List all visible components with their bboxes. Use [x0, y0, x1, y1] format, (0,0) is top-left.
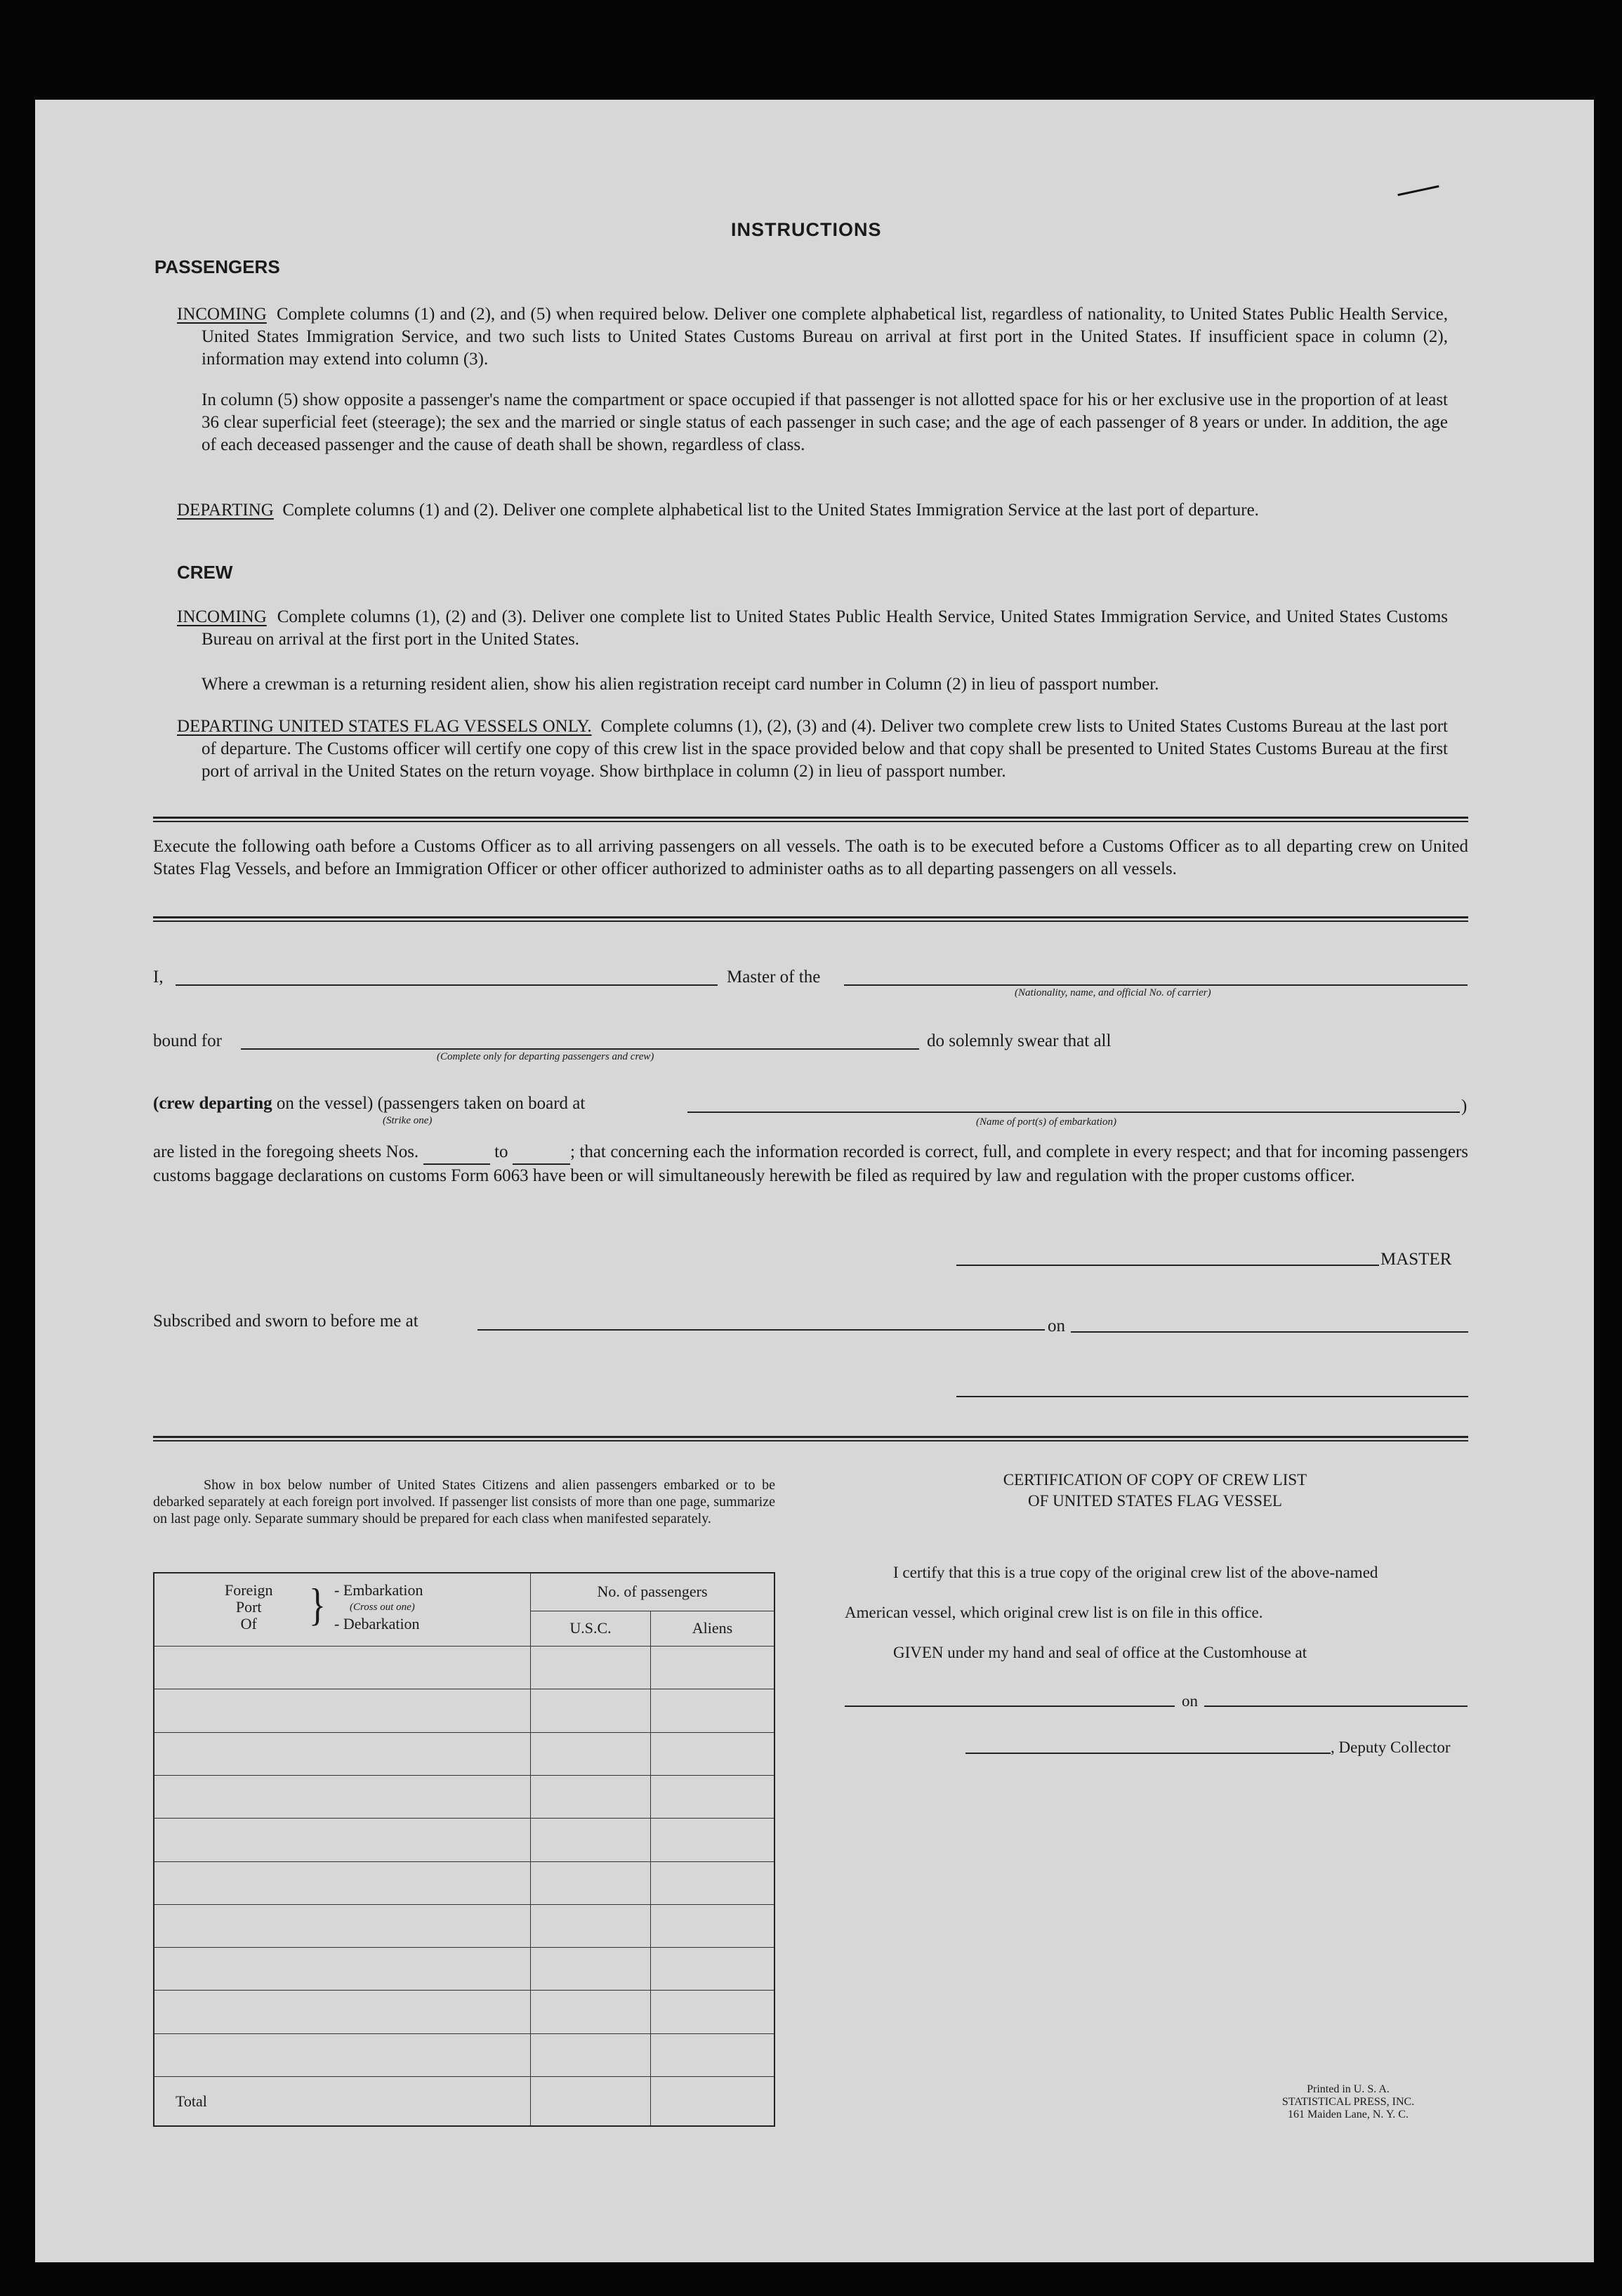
foreign-label: Foreign	[225, 1581, 273, 1599]
listed-to-label: to	[494, 1142, 508, 1161]
table-cell-port[interactable]	[154, 1775, 531, 1818]
port-header-cell	[154, 1573, 531, 1647]
table-cell-aliens[interactable]	[651, 1861, 775, 1904]
table-cell-port[interactable]	[154, 1991, 531, 2033]
crew-resident-text: Where a crewman is a returning resident alien, show his alien registration receipt card number in Column (2) in lieu of passport number.	[202, 675, 1159, 694]
crew-departing-text: Complete columns (1), (2), (3) and (4). Deliver two complete crew lists to United States Customs Bureau at the last port of departure. The Customs officer will certify one copy of this crew list in the space provided below and that copy shall be presented to United States Customs Bureau at the first port of arrival in the United States on the return voyage. Show birthplace in column (2) in lieu of passport number.	[202, 717, 1448, 781]
table-cell-aliens[interactable]	[651, 2033, 775, 2076]
table-row	[154, 1948, 774, 1991]
table-cell-port[interactable]	[154, 2033, 531, 2076]
passengers-incoming-text: Complete columns (1) and (2), and (5) when required below. Deliver one complete alphabetical list, regardless of nationality, to United States Public Health Service, United States Immigration Service, and two such lists to United States Customs Bureau on arrival at first port in the United States. If insufficient space in column (2), information may extend into column (3).	[202, 305, 1449, 369]
passengers-incoming-paragraph	[177, 303, 1449, 371]
table-row	[154, 1861, 774, 1904]
table-cell-port[interactable]	[154, 1819, 531, 1861]
table-cell-usc[interactable]	[531, 1904, 651, 1947]
listed-text-part1: are listed in the foregoing sheets Nos.	[153, 1142, 419, 1161]
crew-heading: CREW	[177, 562, 233, 583]
table-cell-port[interactable]	[154, 1948, 531, 1991]
table-cell-aliens[interactable]	[651, 1647, 775, 1689]
listed-text-part2: ; that concerning each the information recorded is correct, full, and complete in every respect; and that for incoming passengers customs baggage declarations on customs Form 6063 have been or will simultaneously herewith be filed as required by law and regulation with the proper customs officer.	[153, 1142, 1468, 1185]
sheet-from-field[interactable]	[423, 1141, 490, 1165]
total-aliens-cell[interactable]	[651, 2077, 775, 2126]
sworn-date-line[interactable]	[1071, 1331, 1468, 1333]
crew-departing-label: (crew departing	[153, 1094, 272, 1113]
passengers-taken-label: (passengers taken on board at	[377, 1094, 586, 1113]
table-cell-usc[interactable]	[531, 1689, 651, 1732]
printer-imprint	[1243, 2083, 1453, 2121]
certification-line1: I certify that this is a true copy of the original crew list of the above-named	[893, 1564, 1378, 1581]
table-cell-aliens[interactable]	[651, 1732, 775, 1775]
swear-label: do solemnly swear that all	[927, 1031, 1112, 1050]
table-cell-usc[interactable]	[531, 1647, 651, 1689]
table-row	[154, 1904, 774, 1947]
crew-incoming-paragraph	[177, 606, 1448, 651]
debarkation-label: - Debarkation	[334, 1615, 420, 1632]
bound-for-hint: (Complete only for departing passengers and crew)	[437, 1051, 654, 1062]
sheet-to-field[interactable]	[513, 1141, 570, 1165]
crew-passengers-line	[153, 1094, 585, 1114]
master-signature-line[interactable]	[956, 1265, 1379, 1266]
section-divider	[153, 1436, 1468, 1438]
cross-out-hint: (Cross out one)	[350, 1602, 415, 1613]
table-cell-usc[interactable]	[531, 1775, 651, 1818]
table-cell-port[interactable]	[154, 1689, 531, 1732]
table-cell-usc[interactable]	[531, 1861, 651, 1904]
table-cell-usc[interactable]	[531, 2033, 651, 2076]
passengers-departing-text: Complete columns (1) and (2). Deliver one complete alphabetical list to the United States Immigration Service at the last port of departure.	[282, 501, 1259, 520]
certification-title	[843, 1470, 1468, 1512]
crew-resident-paragraph	[202, 673, 1448, 696]
subscribed-label: Subscribed and sworn to before me at	[153, 1312, 418, 1331]
table-row	[154, 1647, 774, 1689]
certification-title-line2: OF UNITED STATES FLAG VESSEL	[1028, 1492, 1282, 1510]
aliens-header: Aliens	[651, 1611, 775, 1646]
printer-line3: 161 Maiden Lane, N. Y. C.	[1288, 2109, 1409, 2120]
table-cell-port[interactable]	[154, 1732, 531, 1775]
table-row	[154, 1991, 774, 2033]
strike-hint: (Strike one)	[383, 1115, 433, 1126]
passengers-incoming-label: INCOMING	[177, 305, 267, 324]
passengers-departing-paragraph	[177, 499, 1448, 522]
embarkation-label: - Embarkation	[334, 1581, 423, 1599]
passenger-summary-table	[153, 1572, 775, 2127]
master-of-the-label: Master of the	[727, 968, 821, 987]
listed-paragraph	[153, 1141, 1468, 1187]
passengers-departing-label: DEPARTING	[177, 501, 274, 520]
printer-line1: Printed in U. S. A.	[1307, 2083, 1390, 2095]
bound-for-label: bound for	[153, 1031, 222, 1050]
column5-paragraph	[202, 389, 1448, 456]
brace-icon: }	[309, 1578, 326, 1630]
customhouse-line[interactable]	[845, 1705, 1175, 1707]
deputy-signature-line[interactable]	[965, 1753, 1331, 1754]
table-cell-aliens[interactable]	[651, 1904, 775, 1947]
master-signature-label: MASTER	[1380, 1250, 1452, 1269]
sworn-on-label: on	[1048, 1317, 1065, 1335]
table-row	[154, 1689, 774, 1732]
table-cell-usc[interactable]	[531, 1948, 651, 1991]
table-row	[154, 1819, 774, 1861]
column5-text: In column (5) show opposite a passenger's name the compartment or space occupied if that passenger is not allotted space for his or her exclusive use in the proportion of at least 36 clear superficial feet (steerage); the sex and the married or single status of each passenger in such case; and the age of each passenger of 8 years or under. In addition, the age of each deceased passenger and the cause of death shall be shown, regardless of class.	[202, 390, 1448, 454]
table-cell-aliens[interactable]	[651, 1819, 775, 1861]
embarkation-port-line[interactable]	[687, 1111, 1460, 1113]
table-cell-aliens[interactable]	[651, 1775, 775, 1818]
total-usc-cell[interactable]	[531, 2077, 651, 2126]
usc-header: U.S.C.	[531, 1611, 651, 1646]
no-of-passengers-header: No. of passengers	[531, 1573, 775, 1611]
table-cell-usc[interactable]	[531, 1732, 651, 1775]
printer-line2: STATISTICAL PRESS, INC.	[1281, 2096, 1415, 2108]
oath-instruction: Execute the following oath before a Customs Officer as to all arriving passengers on all vessels. The oath is to be executed before a Customs Officer as to all departing crew on United States Flag Vessels, and before an Immigration Officer or other officer authorized to administer oaths as to all departing passengers on all vessels.	[153, 837, 1468, 878]
close-paren: )	[1461, 1097, 1468, 1116]
table-cell-aliens[interactable]	[651, 1991, 775, 2033]
table-cell-aliens[interactable]	[651, 1689, 775, 1732]
table-cell-aliens[interactable]	[651, 1948, 775, 1991]
instructions-title: INSTRUCTIONS	[731, 219, 882, 240]
crew-departing-paragraph	[177, 715, 1448, 783]
of-label: Of	[240, 1615, 257, 1632]
table-row	[154, 2033, 774, 2076]
carrier-line[interactable]	[844, 984, 1468, 986]
certification-on-label: on	[1182, 1692, 1198, 1710]
table-row	[154, 1775, 774, 1818]
master-name-line[interactable]	[176, 984, 718, 986]
certification-line2: American vessel, which original crew list is on file in this office.	[845, 1604, 1263, 1621]
certification-line3: GIVEN under my hand and seal of office at the Customhouse at	[893, 1644, 1307, 1661]
passengers-heading: PASSENGERS	[154, 256, 280, 277]
section-divider	[153, 817, 1468, 819]
certification-title-line1: CERTIFICATION OF COPY OF CREW LIST	[1003, 1471, 1307, 1489]
table-cell-port[interactable]	[154, 1861, 531, 1904]
crew-incoming-text: Complete columns (1), (2) and (3). Deliver one complete list to United States Public Health Service, United States Immigration Service, and United States Customs Bureau on arrival at the first port in the United States.	[202, 607, 1448, 649]
table-cell-port[interactable]	[154, 1904, 531, 1947]
bound-for-line[interactable]	[241, 1048, 919, 1050]
summary-note: Show in box below number of United States Citizens and alien passengers embarked or to be debarked separately at each foreign port involved. If passenger list consists of more than one page, summarize on last page only. Separate summary should be prepared for each class when manifested separately.	[153, 1477, 775, 1526]
crew-incoming-label: INCOMING	[177, 607, 267, 626]
table-cell-usc[interactable]	[531, 1819, 651, 1861]
officer-signature-line[interactable]	[956, 1396, 1468, 1397]
port-hint: (Name of port(s) of embarkation)	[976, 1116, 1116, 1128]
carrier-hint: (Nationality, name, and official No. of carrier)	[1015, 987, 1211, 998]
table-row	[154, 1732, 774, 1775]
section-divider	[153, 916, 1468, 918]
certification-date-line[interactable]	[1204, 1705, 1468, 1707]
sworn-place-line[interactable]	[477, 1329, 1045, 1331]
table-cell-port[interactable]	[154, 1647, 531, 1689]
on-vessel-label: on the vessel)	[276, 1094, 374, 1113]
total-label: Total	[154, 2077, 531, 2126]
deputy-collector-label: , Deputy Collector	[1331, 1739, 1451, 1756]
port-label: Port	[235, 1598, 262, 1616]
crew-departing-label: DEPARTING UNITED STATES FLAG VESSELS ONLY.	[177, 717, 592, 736]
table-cell-usc[interactable]	[531, 1991, 651, 2033]
oath-i-label: I,	[153, 968, 164, 987]
